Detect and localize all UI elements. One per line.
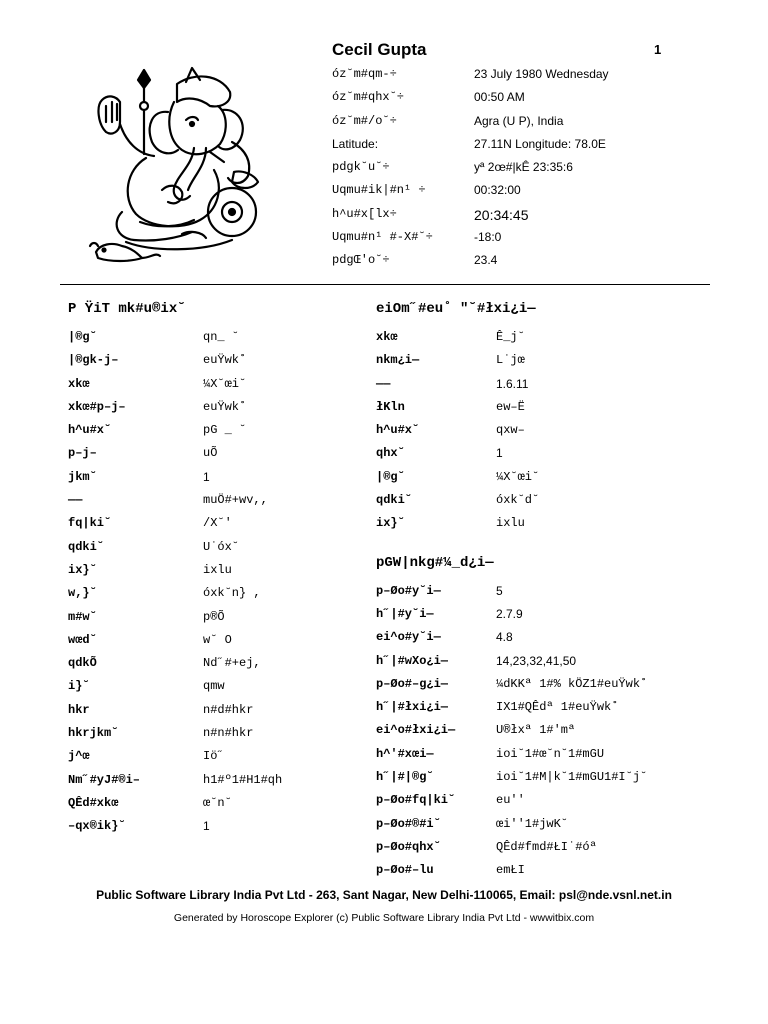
birth-details	[332, 64, 732, 274]
row-value: œ˘n˘	[203, 795, 232, 810]
row-value: ixlu	[203, 562, 232, 577]
row-key: m#w˘	[68, 609, 97, 624]
detail-row	[332, 227, 732, 250]
row-key: |®g˘	[68, 330, 97, 344]
row-value: ¼dKKª 1#% kÖZ1#euŸwk˚	[496, 676, 648, 691]
row-value: Nd˝#+ej,	[203, 656, 261, 671]
left-panel	[68, 296, 358, 839]
ganesha-illustration	[82, 62, 272, 272]
table-row	[376, 743, 716, 766]
row-key: p–j–	[68, 446, 97, 461]
table-row	[68, 442, 358, 465]
row-value: Ê_j˘	[496, 330, 525, 344]
detail-value: 00:50 AM	[474, 90, 525, 105]
row-value: 2.7.9	[496, 606, 523, 621]
row-key: h^'#xœi—	[376, 746, 434, 761]
table-row	[68, 349, 358, 372]
row-value: qmw	[203, 679, 225, 694]
row-key: –qx®ik}˘	[68, 819, 126, 834]
row-value: 1	[203, 469, 210, 484]
row-value: 1	[496, 446, 503, 461]
row-key: wœd˘	[68, 632, 97, 647]
table-row	[68, 815, 358, 838]
table-row	[376, 419, 716, 442]
row-key: ei^o#łxi¿i—	[376, 723, 456, 738]
table-row	[68, 722, 358, 745]
table-row	[376, 442, 716, 465]
row-value: ioi˘1#M|k˘1#mGU1#I˘j˘	[496, 770, 648, 785]
person-name: Cecil Gupta	[332, 40, 427, 59]
row-key: p–Øo#–g¿i—	[376, 676, 449, 691]
row-value: n#d#hkr	[203, 702, 254, 717]
page-number: 1	[654, 42, 662, 57]
row-key: ei^o#y˘i—	[376, 630, 441, 645]
table-row	[376, 813, 716, 836]
row-value: Iö˝	[203, 749, 225, 764]
row-key: xkœ	[68, 376, 90, 391]
row-key: jkm˘	[68, 469, 97, 484]
table-row	[376, 836, 716, 859]
row-key: ——	[68, 493, 83, 508]
row-value: ixlu	[496, 516, 525, 531]
footer-credit: Generated by Horoscope Explorer (c) Public Software Library India Pvt Ltd - wwwitbix.com	[173, 912, 595, 924]
row-value: ¼X˘œi˘	[203, 376, 247, 391]
row-value: h1#º1#H1#qh	[203, 772, 283, 787]
table-row	[376, 512, 716, 535]
row-key: j^œ	[68, 749, 90, 764]
table-row	[68, 769, 358, 792]
detail-label: óz˘m#/o˘÷	[332, 113, 397, 128]
row-value: 4.8	[496, 630, 513, 645]
row-value: n#n#hkr	[203, 726, 254, 741]
row-key: hkrjkm˘	[68, 726, 119, 741]
row-value: U®łxª 1#'mª	[496, 723, 576, 738]
row-key: xkœ#p–j–	[68, 399, 126, 414]
table-row	[68, 675, 358, 698]
row-value: p®Õ	[203, 609, 225, 624]
row-key: qdki˘	[376, 493, 413, 508]
row-value: pG _ ˘	[203, 423, 247, 438]
row-key: h˝|#łxi¿i—	[376, 700, 449, 715]
row-key: hkr	[68, 702, 90, 717]
table-row	[376, 766, 716, 789]
table-row	[376, 626, 716, 649]
row-value: óxk˘n} ,	[203, 586, 261, 601]
table-row	[68, 652, 358, 675]
row-value: 1	[203, 819, 210, 834]
row-key: h^u#x˘	[376, 423, 420, 438]
row-key: ix}˘	[376, 516, 405, 531]
table-row	[376, 650, 716, 673]
table-row	[68, 699, 358, 722]
row-value: óxk˘d˘	[496, 493, 540, 508]
row-value: euŸwk˚	[203, 399, 247, 414]
row-key: h˝|#y˘i—	[376, 606, 434, 621]
table-row	[68, 606, 358, 629]
row-value: ew–Ë	[496, 399, 525, 414]
row-key: i}˘	[68, 679, 90, 694]
row-key: |®g˘	[376, 469, 405, 484]
table-row	[376, 696, 716, 719]
detail-value: 27.11N Longitude: 78.0E	[474, 136, 606, 151]
row-value: ioi˘1#œ˘n˘1#mGU	[496, 746, 605, 761]
row-key: qdkÕ	[68, 656, 97, 671]
row-key: nkm¿i—	[376, 353, 420, 368]
row-value: 14,23,32,41,50	[496, 653, 577, 668]
row-value: œi''1#jwK˘	[496, 816, 569, 831]
table-row	[376, 673, 716, 696]
divider	[60, 284, 710, 285]
footer-address: Public Software Library India Pvt Ltd - 263, Sant Nagar, New Delhi-110065, Email: psl@nde.vsnl.net.in	[96, 888, 672, 902]
row-value: IX1#QÊdª 1#euŸwk˚	[496, 700, 619, 715]
table-row	[68, 396, 358, 419]
row-key: h˝|#wXo¿i—	[376, 653, 449, 668]
right-panel-rows-2	[376, 580, 716, 883]
row-key: qdki˘	[68, 539, 105, 554]
detail-value: yª 2œ#|kÊ 23:35:6	[474, 160, 573, 175]
table-row	[376, 580, 716, 603]
detail-label: Uqmu#n¹ #-X#˘÷	[332, 230, 433, 245]
row-key: xkœ	[376, 330, 398, 344]
table-row	[68, 419, 358, 442]
table-row	[68, 489, 358, 512]
table-row	[68, 559, 358, 582]
table-row	[376, 719, 716, 742]
detail-label: h^u#x[lx÷	[332, 206, 397, 221]
row-key: h^u#x˘	[68, 423, 112, 438]
row-value: euŸwk˚	[203, 353, 247, 368]
row-value: muÖ#+wv,,	[203, 493, 268, 508]
row-key: w,}˘	[68, 586, 97, 601]
right-panel-title-2: pGW|nkg#¼_d¿i—	[376, 554, 494, 571]
left-panel-rows	[68, 326, 358, 839]
row-key: łKln	[376, 399, 405, 414]
table-row	[376, 396, 716, 419]
detail-label: pdgk˘u˘÷	[332, 160, 390, 175]
table-row	[68, 629, 358, 652]
detail-row	[332, 134, 732, 157]
detail-label: Latitude:	[332, 136, 379, 151]
left-panel-title: P ŸiT mk#u®ix˘	[68, 301, 186, 317]
table-row	[68, 582, 358, 605]
detail-label: pdgŒ'o˘÷	[332, 253, 390, 268]
row-key: Nm˝#yJ#®i–	[68, 772, 141, 787]
detail-value: Agra (U P), India	[474, 113, 564, 128]
detail-value: 20:34:45	[474, 206, 529, 223]
row-key: ——	[376, 376, 391, 391]
row-value: U˙óx˘	[203, 539, 240, 554]
row-value: ¼X˘œi˘	[496, 469, 540, 484]
detail-label: óz˘m#qhx˘÷	[332, 90, 405, 105]
detail-label: Uqmu#ik|#n¹ ÷	[332, 183, 426, 198]
detail-value: 23.4	[474, 253, 498, 268]
detail-row	[332, 87, 732, 110]
detail-row	[332, 250, 732, 273]
table-row	[376, 349, 716, 372]
row-key: h˝|#|®g˘	[376, 770, 434, 785]
table-row	[68, 512, 358, 535]
row-key: p–Øo#®#i˘	[376, 816, 441, 831]
row-value: qn_ ˘	[203, 330, 240, 344]
row-key: ix}˘	[68, 562, 97, 577]
row-value: emŁI	[496, 863, 525, 878]
row-key: p–Øo#qhx˘	[376, 839, 441, 854]
detail-label: óz˘m#qm-÷	[332, 67, 397, 81]
detail-row	[332, 180, 732, 203]
table-row	[376, 373, 716, 396]
row-value: eu''	[496, 793, 525, 808]
table-row	[376, 859, 716, 882]
row-value: QÊd#fmd#ŁI˙#óª	[496, 839, 597, 854]
row-value: uÕ	[203, 446, 218, 461]
table-row	[68, 466, 358, 489]
row-key: QÊd#xkœ	[68, 795, 119, 810]
detail-value: -18:0	[474, 230, 502, 245]
right-panel-rows-1	[376, 326, 716, 536]
row-key: qhx˘	[376, 446, 405, 461]
row-value: qxw–	[496, 423, 525, 438]
table-row	[68, 745, 358, 768]
detail-row	[332, 157, 732, 180]
row-key: fq|ki˘	[68, 516, 112, 531]
table-row	[376, 489, 716, 512]
detail-value: 23 July 1980 Wednesday	[474, 67, 609, 81]
table-row	[68, 373, 358, 396]
detail-row	[332, 64, 732, 87]
table-row	[376, 326, 716, 349]
detail-value: 00:32:00	[474, 183, 521, 198]
row-value: 5	[496, 583, 503, 598]
table-row	[376, 789, 716, 812]
row-key: p–Øo#–lu	[376, 863, 434, 878]
table-row	[376, 603, 716, 626]
table-row	[68, 536, 358, 559]
row-value: /X˘'	[203, 516, 232, 531]
section-gap	[376, 536, 716, 550]
right-panel-title-1: eiOm˝#eu˚ "˘#łxi¿i—	[376, 301, 536, 317]
row-value: w˘ O	[203, 632, 232, 647]
row-value: 1.6.11	[496, 376, 529, 391]
right-panel	[376, 296, 716, 883]
row-key: p–Øo#y˘i—	[376, 583, 441, 598]
table-row	[68, 792, 358, 815]
table-row	[376, 466, 716, 489]
detail-row	[332, 204, 732, 227]
detail-row	[332, 111, 732, 134]
table-row	[68, 326, 358, 349]
row-value: L˙jœ	[496, 353, 525, 368]
row-key: p–Øo#fq|ki˘	[376, 793, 456, 808]
row-key: |®gk-j–	[68, 353, 119, 368]
